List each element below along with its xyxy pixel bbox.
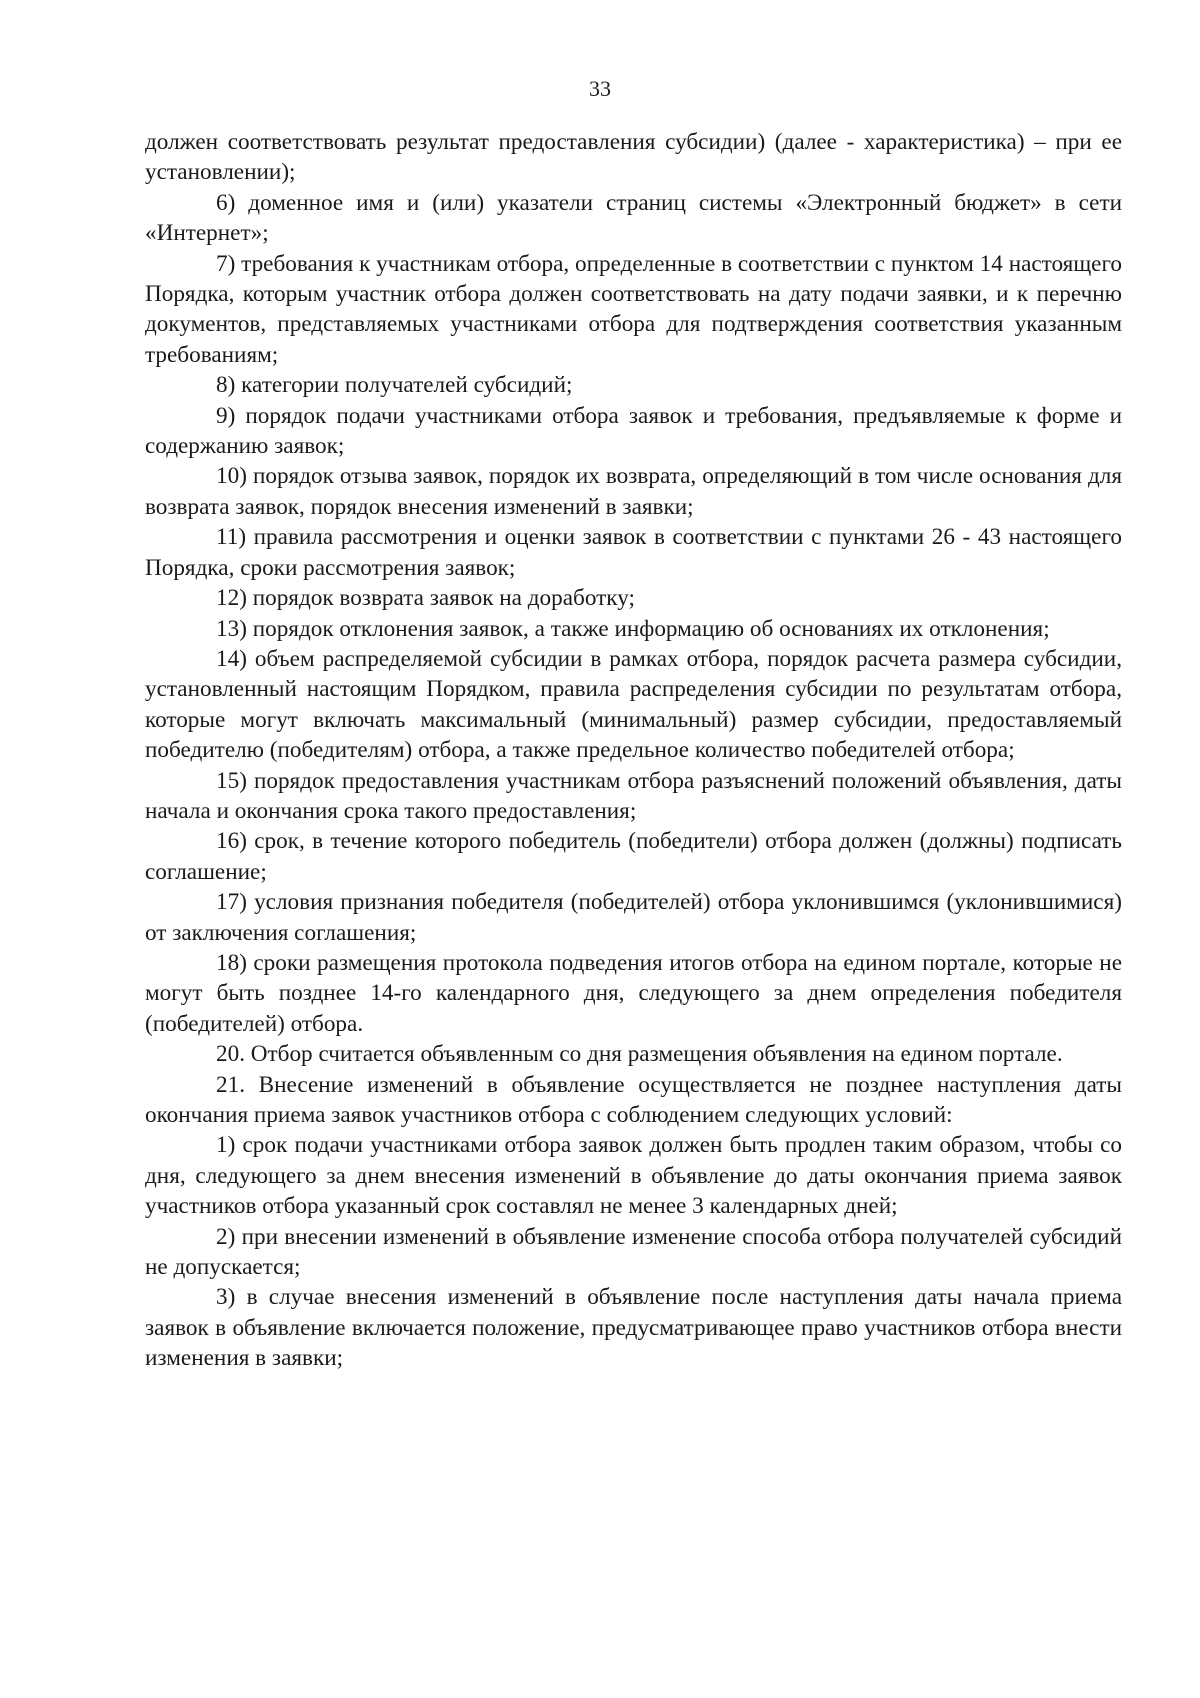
- paragraph: 7) требования к участникам отбора, определенные в соответствии с пунктом 14 настоящего Порядка, которым участник отбора должен соответствовать на дату подачи заявки, и к перечню документов, представляемых участниками отбора для подтверждения соответствия указанным требованиям;: [145, 250, 1122, 368]
- paragraph: 11) правила рассмотрения и оценки заявок в соответствии с пунктами 26 - 43 настоящего Порядка, сроки рассмотрения заявок;: [145, 524, 1122, 581]
- paragraph: 3) в случае внесения изменений в объявление после наступления даты начала приема заявок в объявление включается положение, предусматривающее право участников отбора внести изменения в заявки;: [145, 1284, 1122, 1372]
- paragraph: 13) порядок отклонения заявок, а также информацию об основаниях их отклонения;: [216, 615, 1050, 642]
- paragraph: 12) порядок возврата заявок на доработку;: [216, 585, 635, 612]
- paragraph: должен соответствовать результат предоставления субсидии) (далее - характеристика) – при ее установлении);: [145, 129, 1122, 186]
- paragraph: 8) категории получателей субсидий;: [216, 372, 573, 399]
- paragraph: 14) объем распределяемой субсидии в рамках отбора, порядок расчета размера субсидии, установленный настоящим Порядком, правила распределения субсидии по результатам отбора, которые могут включать максимальный (минимальный) размер субсидии, предоставляемый победителю (победителям) отбора, а также предельное количество победителей отбора;: [145, 645, 1122, 764]
- paragraph: 20. Отбор считается объявленным со дня размещения объявления на едином портале.: [216, 1041, 1063, 1068]
- document-body: [145, 127, 1122, 1374]
- paragraph: 16) срок, в течение которого победитель (победители) отбора должен (должны) подписать соглашение;: [145, 828, 1122, 885]
- paragraph: 10) порядок отзыва заявок, порядок их возврата, определяющий в том числе основания для возврата заявок, порядок внесения изменений в заявки;: [145, 463, 1122, 520]
- page-number: 33: [589, 76, 611, 101]
- paragraph: 1) срок подачи участниками отбора заявок должен быть продлен таким образом, чтобы со дня, следующего за днем внесения изменений в объявление до даты окончания приема заявок участников отбора указанный срок составлял не менее 3 календарных дней;: [145, 1132, 1122, 1220]
- paragraph: 18) сроки размещения протокола подведения итогов отбора на едином портале, которые не могут быть позднее 14-го календарного дня, следующего за днем определения победителя (победителей) отбора.: [145, 949, 1122, 1037]
- paragraph: 21. Внесение изменений в объявление осуществляется не позднее наступления даты окончания приема заявок участников отбора с соблюдением следующих условий:: [145, 1071, 1122, 1128]
- paragraph: 2) при внесении изменений в объявление изменение способа отбора получателей субсидий не допускается;: [145, 1223, 1122, 1281]
- paragraph: 15) порядок предоставления участникам отбора разъяснений положений объявления, даты начала и окончания срока такого предоставления;: [145, 767, 1122, 824]
- paragraph: 6) доменное имя и (или) указатели страниц системы «Электронный бюджет» в сети «Интернет»;: [145, 189, 1122, 247]
- paragraph: 17) условия признания победителя (победителей) отбора уклонившимся (уклонившимися) от заключения соглашения;: [145, 889, 1122, 946]
- paragraph: 9) порядок подачи участниками отбора заявок и требования, предъявляемые к форме и содержанию заявок;: [145, 402, 1122, 460]
